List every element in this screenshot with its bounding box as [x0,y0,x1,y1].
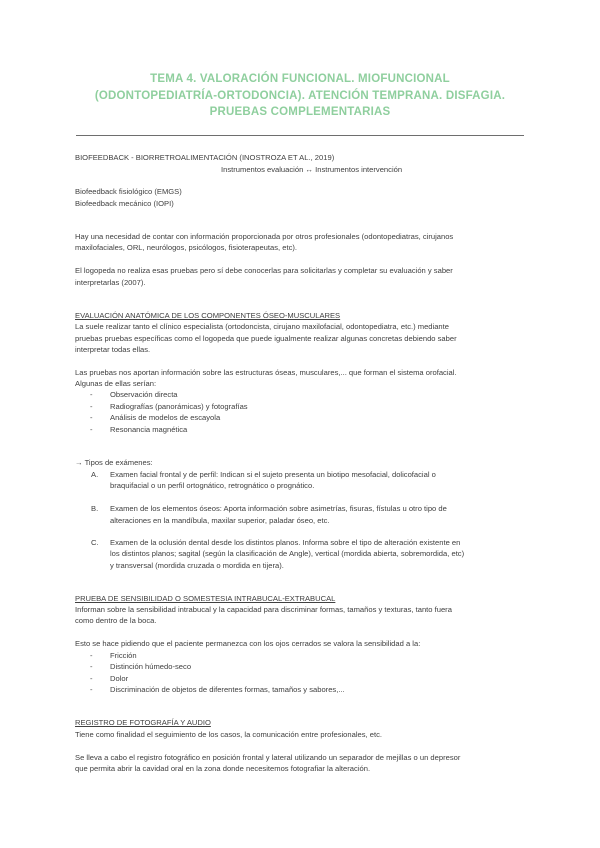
anatomica-p1-line-2: pruebas pruebas específicas como el logopeda que puede igualmente realizar algunas concretas debiendo saber [75,334,457,343]
exam-a-label: A. [91,470,99,479]
list-bullet: - [90,413,93,422]
sensibilidad-heading: PRUEBA DE SENSIBILIDAD O SOMESTESIA INTRABUCAL-EXTRABUCAL [75,594,336,603]
sensibilidad-p2: Esto se hace pidiendo que el paciente permanezca con los ojos cerrados se valora la sensibilidad a la: [75,639,421,648]
list-bullet: - [90,425,93,434]
title-line-1: TEMA 4. VALORACIÓN FUNCIONAL. MIOFUNCIONAL [150,73,450,85]
list-bullet: - [90,662,93,671]
list-bullet: - [90,685,93,694]
intro-paragraph-1-line-1: Hay una necesidad de contar con información proporcionada por otros profesionales (odontopediatras, cirujanos [75,232,454,241]
exam-b-line-2: alteraciones en la mandíbula, maxilar superior, paladar óseo, etc. [110,516,330,525]
exam-a-line-1: Examen facial frontal y de perfil: Indican si el sujeto presenta un biotipo mesofacial, dolicofacial o [110,470,436,479]
exam-c-label: C. [91,538,99,547]
registro-p2-line-1: Se lleva a cabo el registro fotográfico en posición frontal y lateral utilizando un separador de mejillas o un depresor [75,753,461,762]
list-item: Resonancia magnética [110,425,188,434]
list-item: Dolor [110,674,129,683]
intro-paragraph-2-line-1: El logopeda no realiza esas pruebas pero sí debe conocerlas para solicitarlas y completar su evaluación y saber [75,266,453,275]
title-divider [76,135,524,136]
list-bullet: - [90,390,93,399]
list-item: Fricción [110,651,137,660]
registro-heading: REGISTRO DE FOTOGRAFÍA Y AUDIO [75,718,211,727]
biofeedback-item-2: Biofeedback mecánico (IOPI) [75,199,174,208]
exam-c-line-2: los distintos planos; sagital (según la clasificación de Angle), vertical (mordida abierta, sobremordida, etc) [110,549,465,558]
title-line-3: PRUEBAS COMPLEMENTARIAS [209,106,391,118]
biofeedback-subheading: Instrumentos evaluación ↔ Instrumentos intervención [221,165,403,174]
anatomica-heading: EVALUACIÓN ANATÓMICA DE LOS COMPONENTES ÓSEO-MUSCULARES [75,311,341,320]
anatomica-p2-line-2: Algunas de ellas serían: [75,379,157,388]
registro-p1: Tiene como finalidad el seguimiento de los casos, la comunicación entre profesionales, etc. [75,730,383,739]
biofeedback-heading: BIOFEEDBACK - BIORRETROALIMENTACIÓN (INOSTROZA ET AL., 2019) [75,153,335,162]
list-bullet: - [90,402,93,411]
document-title [60,71,540,121]
intro-paragraph-2-line-2: interpretarlas (2007). [75,278,146,287]
intro-paragraph-1-line-2: maxilofaciales, ORL, neurólogos, psicólogos, fisioterapeutas, etc). [75,243,298,252]
list-item: Observación directa [110,390,178,399]
list-item: Radiografías (panorámicas) y fotografías [110,402,248,411]
list-bullet: - [90,674,93,683]
exam-b-label: B. [91,504,99,513]
title-line-2: (ODONTOPEDIATRÍA-ORTODONCIA). ATENCIÓN TEMPRANA. DISFAGIA. [94,89,506,102]
list-item: Distinción húmedo-seco [110,662,192,671]
anatomica-p1-line-3: interpretar todas ellas. [75,345,151,354]
exam-c-line-3: y transversal (mordida cruzada o mordida en tijera). [110,561,284,570]
list-item: Análisis de modelos de escayola [110,413,221,422]
exam-b-line-1: Examen de los elementos óseos: Aporta información sobre asimetrías, fisuras, fístulas u otro tipo de [110,504,447,513]
anatomica-p2-line-1: Las pruebas nos aportan información sobre las estructuras óseas, musculares,... que forman el sistema orofacial. [75,368,457,377]
biofeedback-item-1: Biofeedback fisiológico (EMGS) [75,187,182,196]
exam-a-line-2: braquifacial o un perfil ortognático, retrognático o prognático. [110,481,315,490]
list-item: Discriminación de objetos de diferentes formas, tamaños y sabores,... [110,685,345,694]
tipos-examenes-label: → Tipos de exámenes: [75,458,153,467]
exam-c-line-1: Examen de la oclusión dental desde los distintos planos. Informa sobre el tipo de alteración existente en [110,538,461,547]
sensibilidad-p1-line-1: Informan sobre la sensibilidad intrabucal y la capacidad para discriminar formas, tamaños y texturas, tanto fuera [75,605,452,614]
anatomica-p1-line-1: La suele realizar tanto el clínico especialista (ortodoncista, cirujano maxilofacial, odontopediatra, etc.) mediante [75,322,449,331]
sensibilidad-p1-line-2: como dentro de la boca. [75,616,157,625]
registro-p2-line-2: que permita abrir la cavidad oral en la zona donde necesitemos fotografiar la alteración. [75,764,371,773]
list-bullet: - [90,651,93,660]
